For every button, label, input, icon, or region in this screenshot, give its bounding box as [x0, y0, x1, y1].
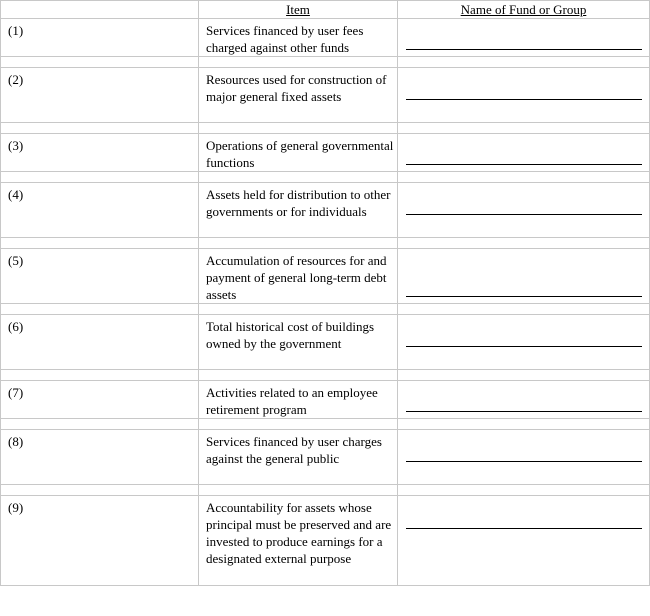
- table-row: [1, 315, 650, 370]
- table-row: [1, 68, 650, 123]
- answer-blank-line[interactable]: [406, 164, 642, 165]
- row-item: Total historical cost of buildings owned by the government: [199, 315, 398, 370]
- table-row: [1, 496, 650, 586]
- row-number: (1): [1, 19, 199, 57]
- header-item: Item: [286, 2, 310, 17]
- fund-answer-cell[interactable]: [398, 315, 650, 370]
- header-number-cell: [1, 1, 199, 19]
- fund-answer-cell[interactable]: [398, 430, 650, 485]
- spacer-row: [1, 304, 650, 315]
- row-number: (6): [1, 315, 199, 370]
- spacer-row: [1, 485, 650, 496]
- row-item: Services financed by user charges against the general public: [199, 430, 398, 485]
- answer-blank-line[interactable]: [406, 296, 642, 297]
- row-item: Operations of general governmental functions: [199, 134, 398, 172]
- table-row: [1, 381, 650, 419]
- spacer-row: [1, 172, 650, 183]
- header-row: [1, 1, 650, 19]
- header-fund-cell: [398, 1, 650, 19]
- spacer-row: [1, 238, 650, 249]
- fund-answer-cell[interactable]: [398, 134, 650, 172]
- row-number: (3): [1, 134, 199, 172]
- spacer-row: [1, 419, 650, 430]
- spacer-row: [1, 123, 650, 134]
- fund-answer-cell[interactable]: [398, 496, 650, 586]
- table-row: [1, 19, 650, 57]
- row-number: (2): [1, 68, 199, 123]
- table-row: [1, 134, 650, 172]
- answer-blank-line[interactable]: [406, 411, 642, 412]
- row-item: Accumulation of resources for and payment of general long-term debt assets: [199, 249, 398, 304]
- row-item: Accountability for assets whose principal must be preserved and are invested to produce earnings for a designated external purpose: [199, 496, 398, 586]
- spacer-row: [1, 370, 650, 381]
- table-row: [1, 249, 650, 304]
- answer-blank-line[interactable]: [406, 528, 642, 529]
- spacer-row: [1, 57, 650, 68]
- answer-blank-line[interactable]: [406, 346, 642, 347]
- header-item-cell: [199, 1, 398, 19]
- fund-answer-cell[interactable]: [398, 381, 650, 419]
- row-item: Services financed by user fees charged against other funds: [199, 19, 398, 57]
- answer-blank-line[interactable]: [406, 49, 642, 50]
- fund-answer-cell[interactable]: [398, 249, 650, 304]
- table-row: [1, 430, 650, 485]
- fund-answer-cell[interactable]: [398, 19, 650, 57]
- row-item: Resources used for construction of major general fixed assets: [199, 68, 398, 123]
- row-number: (5): [1, 249, 199, 304]
- row-number: (9): [1, 496, 199, 586]
- row-number: (4): [1, 183, 199, 238]
- row-number: (7): [1, 381, 199, 419]
- answer-blank-line[interactable]: [406, 99, 642, 100]
- row-item: Activities related to an employee retirement program: [199, 381, 398, 419]
- fund-answer-cell[interactable]: [398, 183, 650, 238]
- table-row: [1, 183, 650, 238]
- header-fund-name: Name of Fund or Group: [460, 2, 587, 17]
- answer-blank-line[interactable]: [406, 461, 642, 462]
- answer-blank-line[interactable]: [406, 214, 642, 215]
- fund-answer-cell[interactable]: [398, 68, 650, 123]
- row-item: Assets held for distribution to other governments or for individuals: [199, 183, 398, 238]
- row-number: (8): [1, 430, 199, 485]
